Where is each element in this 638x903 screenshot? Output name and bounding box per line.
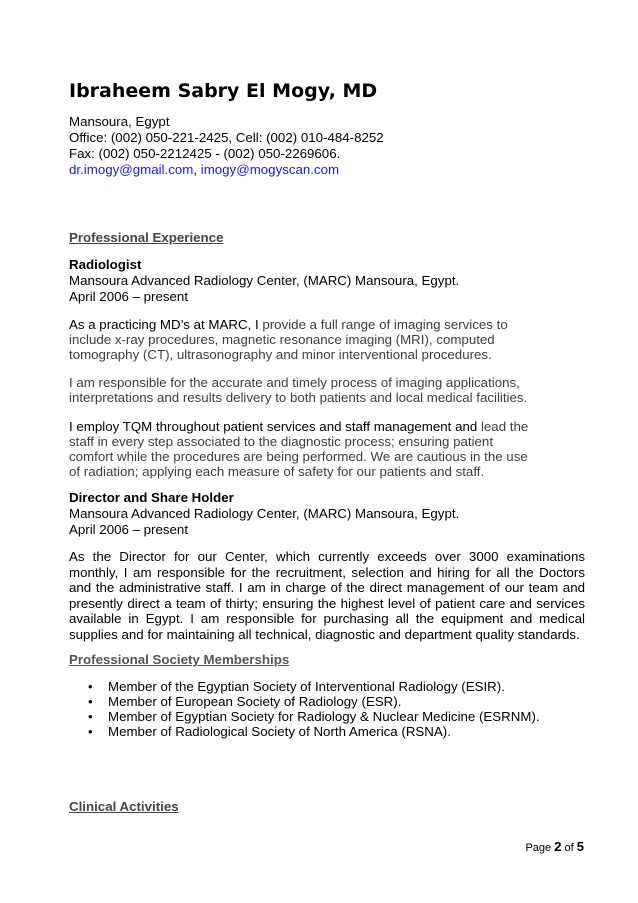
job-organization: Mansoura Advanced Radiology Center, (MARC) Mansoura, Egypt. [69, 273, 460, 288]
list-item: • Member of European Society of Radiology (ESR). [88, 694, 402, 709]
current-page-number: 2 [554, 839, 562, 854]
bullet-icon: • [88, 679, 93, 694]
bullet-icon: • [88, 694, 93, 709]
section-heading-clinical: Clinical Activities [69, 799, 179, 814]
page-number-footer: Page 2 of 5 [525, 839, 584, 854]
list-item: • Member of Radiological Society of North America (RSNA). [88, 724, 451, 739]
job-tqm-paragraph: I employ TQM throughout patient services and staff management and lead the staff in every step associated to the diagnostic process; ensuring patient comfort while the procedures are being performed. We are cautious in the use of radiation; applying each measure of safety for our patients and staff. [69, 419, 529, 479]
memberships-list [88, 679, 540, 739]
list-item: • Member of Egyptian Society for Radiology & Nuclear Medicine (ESRNM). [88, 709, 540, 724]
job-dates: April 2006 – present [69, 289, 189, 304]
section-heading-experience: Professional Experience [69, 230, 224, 245]
bullet-icon: • [88, 709, 93, 724]
job-dates: April 2006 – present [69, 522, 189, 537]
job-organization: Mansoura Advanced Radiology Center, (MARC) Mansoura, Egypt. [69, 506, 460, 521]
job-director [69, 490, 459, 538]
email-separator: , [193, 162, 201, 177]
job-description-paragraph: As a practicing MD’s at MARC, I provide a full range of imaging services to include x-ray procedures, magnetic resonance imaging (MRI), computed tomography (CT), ultrasonography and minor interventional procedures. [69, 317, 508, 362]
phone-line: Office: (002) 050-221-2425, Cell: (002) 010-484-8252 [69, 130, 384, 145]
total-pages-number: 5 [576, 839, 584, 854]
email-link-mogyscan[interactable]: imogy@mogyscan.com [200, 162, 340, 177]
email-link-gmail[interactable]: dr.imogy@gmail.com [69, 162, 194, 177]
section-heading-memberships: Professional Society Memberships [69, 652, 290, 667]
list-item: • Member of the Egyptian Society of Interventional Radiology (ESIR). [88, 679, 505, 694]
job-title: Director and Share Holder [69, 490, 234, 505]
job-title: Radiologist [69, 257, 142, 272]
contact-block [69, 114, 384, 178]
bullet-icon: • [88, 724, 93, 739]
job-responsibility-paragraph: I am responsible for the accurate and timely process of imaging applications, interpretations and results delivery to both patients and local medical facilities. [69, 375, 528, 405]
city-line: Mansoura, Egypt [69, 114, 170, 129]
candidate-name: Ibraheem Sabry El Mogy, MD [69, 80, 378, 102]
director-description-paragraph: As the Director for our Center, which currently exceeds over 3000 examinations monthly, I am responsible for the recruitment, selection and hiring for all the Doctors and the administrative staff. I am in charge of the direct management of our team and presently direct a team of thirty; ensuring the highest level of patient care and services available in Egypt. I am responsible for purchasing all the equipment and medical supplies and for maintaining all technical, diagnostic and department quality standards. [69, 549, 585, 642]
email-line [69, 162, 384, 178]
fax-line: Fax: (002) 050-2212425 - (002) 050-2269606. [69, 146, 341, 161]
job-radiologist [69, 257, 459, 305]
